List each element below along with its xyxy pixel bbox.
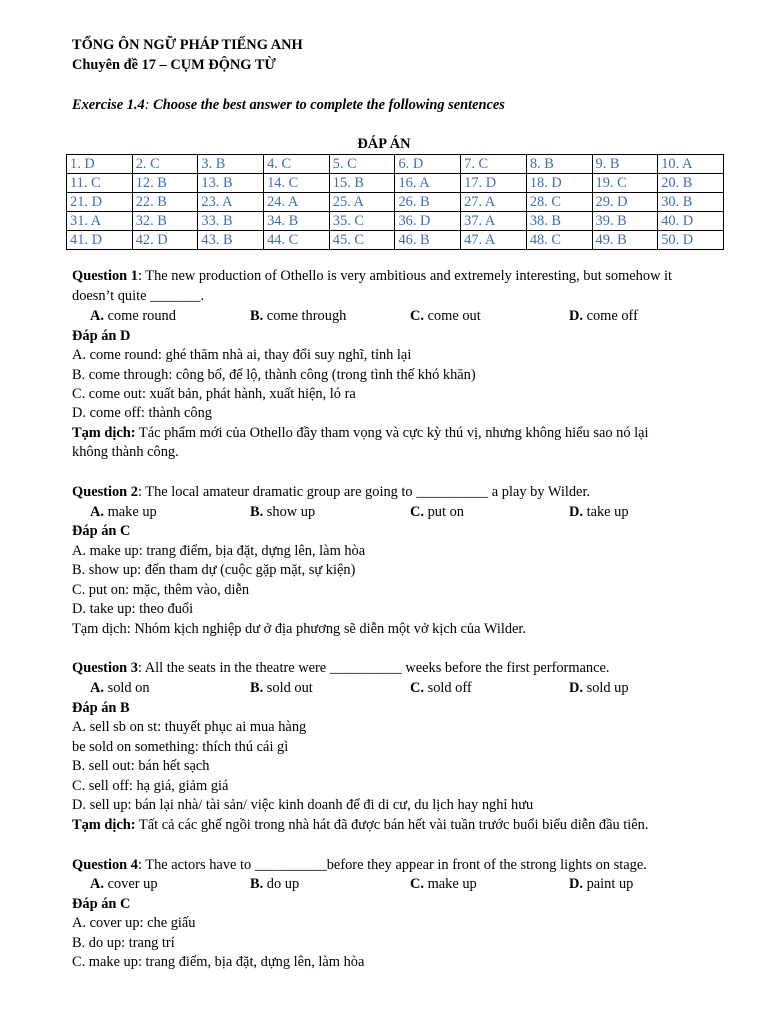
- answer-key-cell: 9. B: [592, 155, 658, 174]
- answer-key-cell: 17. D: [461, 174, 527, 193]
- answer-key-cell: 24. A: [264, 193, 330, 212]
- answer-key-cell: 44. C: [264, 231, 330, 250]
- question-label: Question 2: [72, 484, 138, 500]
- answer-key-cell: 11. C: [67, 174, 133, 193]
- answer-key-cell: 43. B: [198, 231, 264, 250]
- answer-key-cell: 3. B: [198, 155, 264, 174]
- option-a: A. make up: [90, 504, 157, 520]
- option-a: A. come round: [90, 308, 176, 324]
- option-c: C. sold off: [410, 680, 472, 696]
- explanation-line: B. do up: trang trí: [72, 935, 175, 951]
- exercise-label: Exercise 1.4: [72, 97, 145, 113]
- answer-key-row: [67, 155, 724, 174]
- answer-key-cell: 23. A: [198, 193, 264, 212]
- answer-key-cell: 38. B: [526, 212, 592, 231]
- explanation-line: B. sell out: bán hết sạch: [72, 758, 210, 774]
- exercise-heading: [72, 96, 505, 114]
- question-label: Question 3: [72, 660, 138, 676]
- explanation-line: B. come through: công bố, để lộ, thành công (trong tình thế khó khăn): [72, 367, 476, 383]
- answer-key-cell: 46. B: [395, 231, 461, 250]
- option-c: C. come out: [410, 308, 481, 324]
- option-b: B. sold out: [250, 680, 313, 696]
- option-a: A. cover up: [90, 876, 158, 892]
- answer-key-cell: 22. B: [132, 193, 198, 212]
- option-b: B. come through: [250, 308, 347, 324]
- question-text: : The new production of Othello is very ambitious and extremely interesting, but somehow it: [137, 268, 673, 284]
- explanation-line: D. take up: theo đuổi: [72, 601, 194, 617]
- answer-key-cell: 8. B: [526, 155, 592, 174]
- answer-key-cell: 32. B: [132, 212, 198, 231]
- answer-key-cell: 13. B: [198, 174, 264, 193]
- answer-key-cell: 29. D: [592, 193, 658, 212]
- answer-key-cell: 25. A: [329, 193, 395, 212]
- answer-key-cell: 41. D: [67, 231, 133, 250]
- explanation-line: A. sell sb on st: thuyết phục ai mua hàng: [72, 719, 307, 735]
- question-label: Question 1: [72, 268, 138, 284]
- answer-key-cell: 37. A: [461, 212, 527, 231]
- answer-key-cell: 45. C: [329, 231, 395, 250]
- option-b: B. show up: [250, 504, 316, 520]
- answer-key-cell: 1. D: [67, 155, 133, 174]
- explanation-line: C. sell off: hạ giá, giảm giá: [72, 778, 229, 794]
- answer-key-cell: 50. D: [658, 231, 724, 250]
- answer-key-cell: 33. B: [198, 212, 264, 231]
- answer-key-cell: 16. A: [395, 174, 461, 193]
- answer-key-cell: 27. A: [461, 193, 527, 212]
- answer-key-cell: 7. C: [461, 155, 527, 174]
- answer-key-cell: 19. C: [592, 174, 658, 193]
- answer-key-table: [66, 154, 724, 250]
- question-text: : The actors have to __________before they appear in front of the strong lights on stage.: [137, 857, 647, 873]
- translation: Tạm dịch: Tất cả các ghế ngồi trong nhà hát đã được bán hết vài tuần trước buổi biểu diễn đầu tiên.: [72, 817, 649, 833]
- page-title: TỔNG ÔN NGỮ PHÁP TIẾNG ANH: [72, 37, 303, 53]
- explanation-line: D. come off: thành công: [72, 405, 213, 421]
- translation-cont: không thành công.: [72, 444, 179, 460]
- answer-key-cell: 48. C: [526, 231, 592, 250]
- answer-label: Đáp án D: [72, 328, 131, 344]
- answer-key-row: [67, 174, 724, 193]
- explanation-line: A. make up: trang điểm, bịa đặt, dựng lên, làm hòa: [72, 543, 366, 559]
- option-c: C. make up: [410, 876, 477, 892]
- answer-label: Đáp án C: [72, 523, 131, 539]
- option-d: D. come off: [569, 308, 638, 324]
- answer-key-cell: 49. B: [592, 231, 658, 250]
- question-1: [72, 267, 672, 285]
- answer-key-cell: 4. C: [264, 155, 330, 174]
- answer-key-row: [67, 193, 724, 212]
- translation: Tạm dịch: Tác phẩm mới của Othello đầy tham vọng và cực kỳ thú vị, nhưng không hiểu sao nó lại: [72, 425, 649, 441]
- answer-key-cell: 39. B: [592, 212, 658, 231]
- answer-key-cell: 6. D: [395, 155, 461, 174]
- answer-key-cell: 18. D: [526, 174, 592, 193]
- answer-key-cell: 26. B: [395, 193, 461, 212]
- answer-key-cell: 31. A: [67, 212, 133, 231]
- explanation-line: be sold on something: thích thú cái gì: [72, 739, 289, 755]
- explanation-line: C. come out: xuất bản, phát hành, xuất hiện, ló ra: [72, 386, 356, 402]
- question-3: [72, 659, 610, 677]
- explanation-line: A. cover up: che giấu: [72, 915, 196, 931]
- option-a: A. sold on: [90, 680, 150, 696]
- answer-label: Đáp án B: [72, 700, 130, 716]
- explanation-line: B. show up: đến tham dự (cuộc gặp mặt, sự kiện): [72, 562, 356, 578]
- answer-key-cell: 14. C: [264, 174, 330, 193]
- answer-key-cell: 21. D: [67, 193, 133, 212]
- answer-key-cell: 10. A: [658, 155, 724, 174]
- question-text: : The local amateur dramatic group are going to __________ a play by Wilder.: [137, 484, 591, 500]
- option-d: D. paint up: [569, 876, 634, 892]
- answer-key-cell: 5. C: [329, 155, 395, 174]
- option-b: B. do up: [250, 876, 300, 892]
- question-4: [72, 856, 647, 874]
- option-c: C. put on: [410, 504, 464, 520]
- translation: Tạm dịch: Nhóm kịch nghiệp dư ở địa phương sẽ diễn một vở kịch của Wilder.: [72, 621, 527, 637]
- answer-key-cell: 2. C: [132, 155, 198, 174]
- answer-key-cell: 34. B: [264, 212, 330, 231]
- explanation-line: C. put on: mặc, thêm vào, diễn: [72, 582, 250, 598]
- answer-key-cell: 47. A: [461, 231, 527, 250]
- answer-key-cell: 20. B: [658, 174, 724, 193]
- question-2: [72, 483, 590, 501]
- exercise-sep: :: [144, 97, 154, 113]
- answer-key-cell: 42. D: [132, 231, 198, 250]
- explanation-line: D. sell up: bán lại nhà/ tài sản/ việc kinh doanh để đi di cư, du lịch hay nghỉ hưu: [72, 797, 534, 813]
- explanation-line: A. come round: ghé thăm nhà ai, thay đổi suy nghĩ, tỉnh lại: [72, 347, 412, 363]
- answer-key-cell: 40. D: [658, 212, 724, 231]
- answer-key-heading: ĐÁP ÁN: [357, 136, 411, 152]
- exercise-instruction: Choose the best answer to complete the following sentences: [153, 97, 505, 113]
- answer-key-cell: 35. C: [329, 212, 395, 231]
- option-d: D. take up: [569, 504, 629, 520]
- answer-key-cell: 28. C: [526, 193, 592, 212]
- explanation-line: C. make up: trang điểm, bịa đặt, dựng lên, làm hòa: [72, 954, 365, 970]
- answer-label: Đáp án C: [72, 896, 131, 912]
- answer-key-row: [67, 212, 724, 231]
- option-d: D. sold up: [569, 680, 629, 696]
- answer-key-cell: 12. B: [132, 174, 198, 193]
- answer-key-cell: 15. B: [329, 174, 395, 193]
- answer-key-cell: 36. D: [395, 212, 461, 231]
- question-label: Question 4: [72, 857, 138, 873]
- answer-key-cell: 30. B: [658, 193, 724, 212]
- answer-key-row: [67, 231, 724, 250]
- question-text: : All the seats in the theatre were __________ weeks before the first performance.: [137, 660, 610, 676]
- page-subtitle: Chuyên đề 17 – CỤM ĐỘNG TỪ: [72, 57, 276, 73]
- question-1-cont: doesn’t quite _______.: [72, 288, 205, 304]
